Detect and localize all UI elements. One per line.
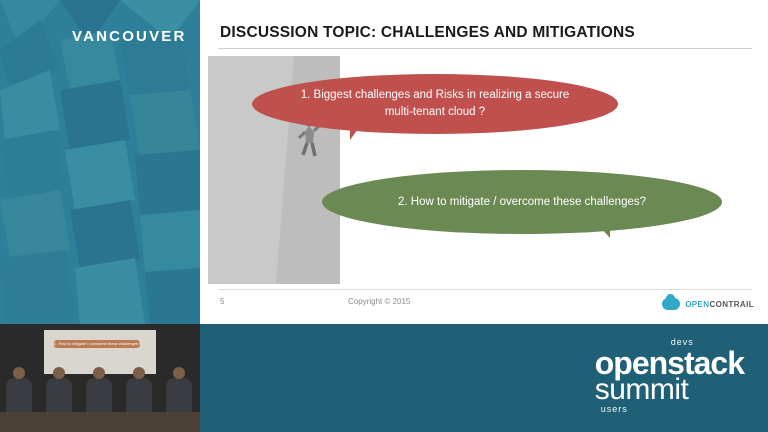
opencontrail-contrail-text: CONTRAIL <box>709 299 754 309</box>
bubble-mitigations: 2. How to mitigate / overcome these challenges? <box>322 170 722 234</box>
footer-divider <box>218 289 752 290</box>
summit-logo-devs: devs <box>670 337 694 347</box>
slide-title: DISCUSSION TOPIC: CHALLENGES AND MITIGATIONS <box>220 24 635 41</box>
projected-slide-text: 1. How to mitigate / overcome these challenges? <box>54 341 140 346</box>
opencontrail-logo <box>662 298 754 310</box>
city-label: VANCOUVER <box>72 28 187 45</box>
panel-table <box>0 412 200 432</box>
branding-panel <box>0 0 200 324</box>
facet-pattern-graphic <box>0 0 200 324</box>
presentation-slide <box>200 0 768 324</box>
slide-page-number: 5 <box>220 297 225 306</box>
summit-logo-summit: summit <box>594 373 689 406</box>
webcam-panel-feed <box>0 324 200 432</box>
bottom-band <box>0 324 768 432</box>
title-divider <box>218 48 752 49</box>
cloud-icon <box>662 298 680 310</box>
openstack-summit-logo <box>595 338 744 414</box>
opencontrail-wordmark <box>685 300 754 309</box>
summit-logo-openstack: openstack <box>594 345 744 381</box>
slide-copyright: Copyright © 2015 <box>348 297 411 306</box>
opencontrail-open-text: OPEN <box>685 299 710 309</box>
bubble-challenges: 1. Biggest challenges and Risks in realizing a secure multi-tenant cloud ? <box>252 74 618 134</box>
summit-logo-users: users <box>600 404 628 414</box>
